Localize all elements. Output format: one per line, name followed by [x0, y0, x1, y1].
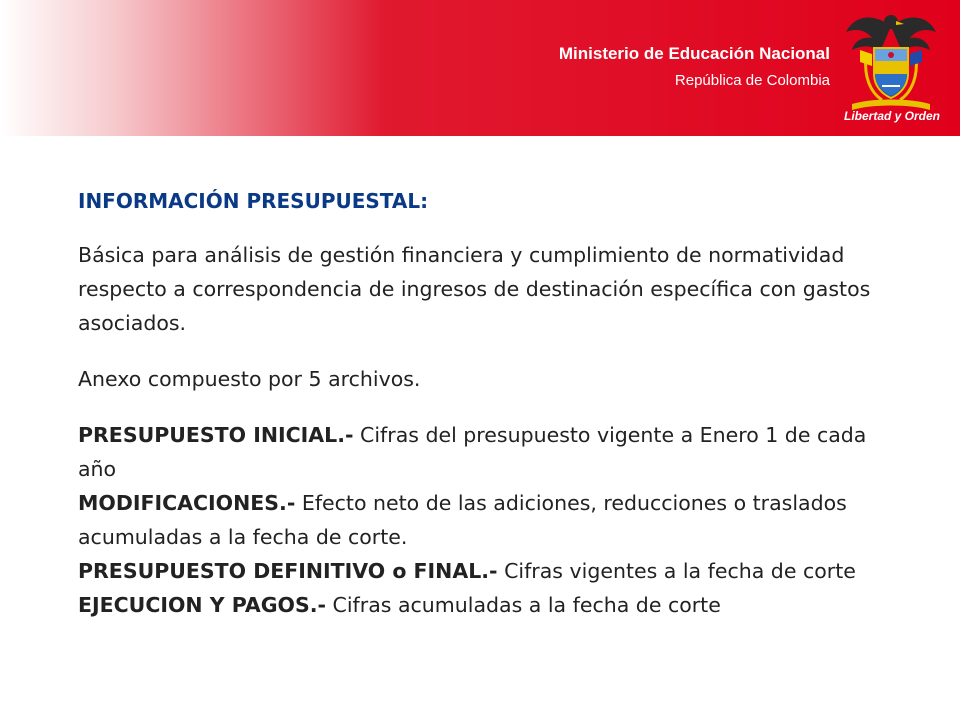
annex-paragraph: Anexo compuesto por 5 archivos.	[78, 367, 421, 391]
definition-term: MODIFICACIONES.-	[78, 491, 296, 515]
section-title: INFORMACIÓN PRESUPUESTAL:	[78, 189, 429, 213]
definition-item	[78, 554, 894, 588]
description-paragraph: Básica para análisis de gestión financiera y cumplimiento de normatividad respecto a correspondencia de ingresos de destinación específica con gastos asociados.	[78, 243, 871, 335]
seal-motto: Libertad y Orden	[843, 109, 941, 123]
ministry-name: Ministerio de Educación Nacional	[558, 44, 830, 63]
header-banner	[0, 0, 960, 136]
definition-term: PRESUPUESTO DEFINITIVO o FINAL.-	[78, 559, 498, 583]
definition-text: Cifras del presupuesto vigente a Enero 1 de cada año	[78, 423, 867, 481]
definition-item	[78, 418, 894, 486]
definition-item	[78, 486, 894, 554]
definition-text: Cifras vigentes a la fecha de corte	[497, 559, 856, 583]
country-name: República de Colombia	[674, 72, 830, 89]
definition-item	[78, 588, 894, 622]
definition-text: Cifras acumuladas a la fecha de corte	[326, 593, 721, 617]
definition-term: PRESUPUESTO INICIAL.-	[78, 423, 354, 447]
definitions-list	[78, 418, 894, 622]
slide-content	[78, 184, 894, 622]
definition-term: EJECUCION Y PAGOS.-	[78, 593, 327, 617]
definition-text: Efecto neto de las adiciones, reducciones o traslados acumuladas a la fecha de corte.	[78, 491, 847, 549]
